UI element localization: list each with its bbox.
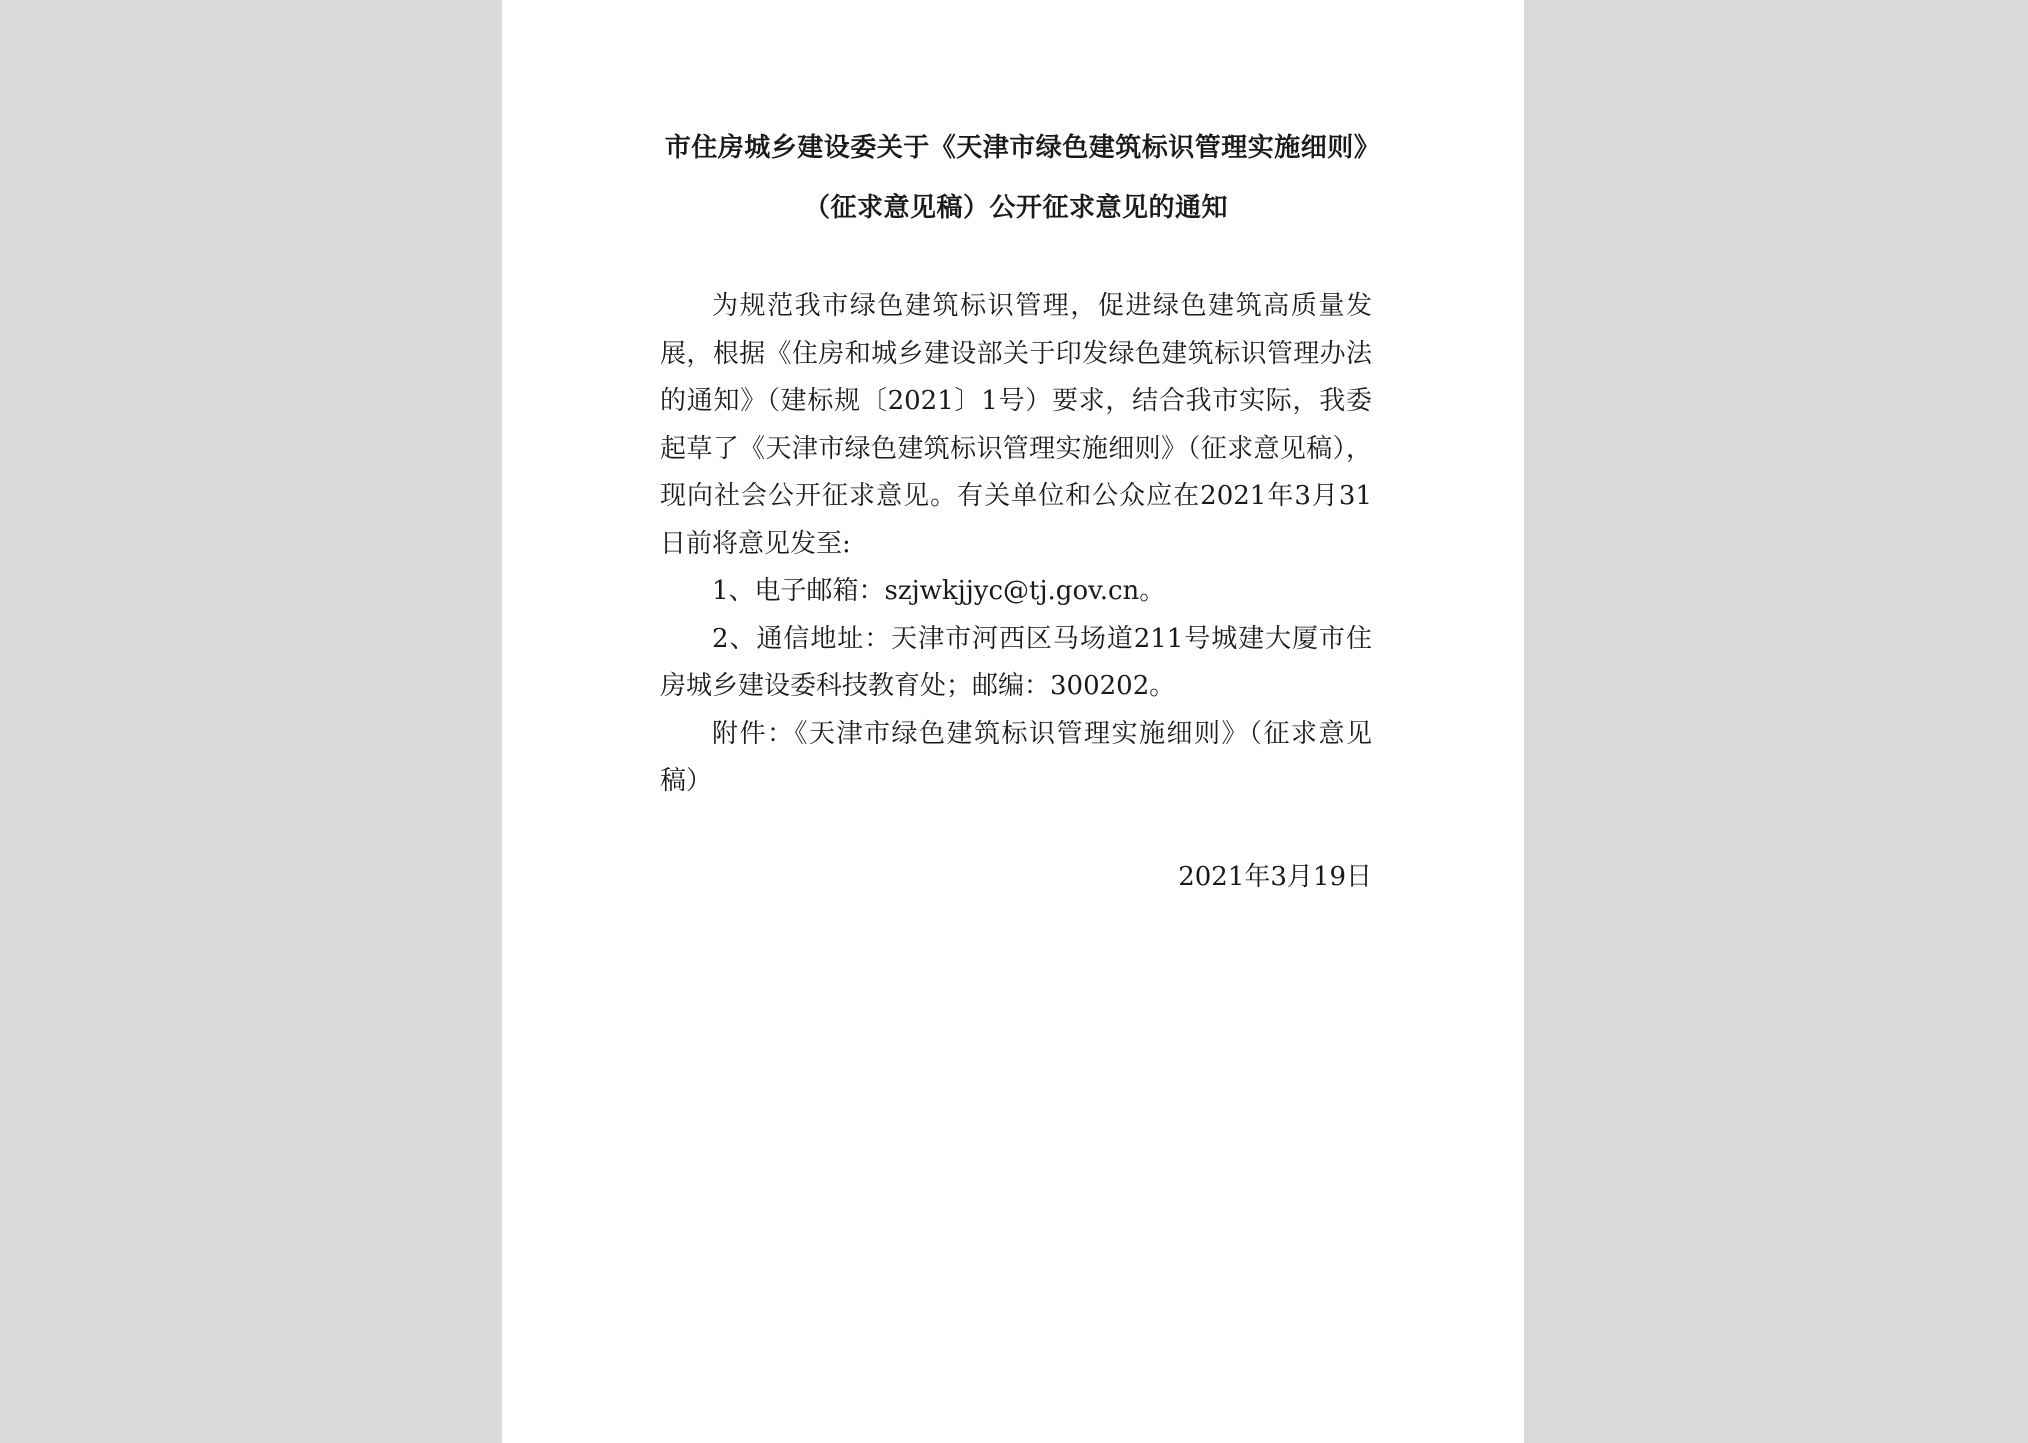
document-title: 市住房城乡建设委关于《天津市绿色建筑标识管理实施细则》（征求意见稿）公开征求意见的通知 <box>664 133 1368 223</box>
address-paragraph: 2、通信地址：天津市河西区马场道211号城建大厦市住房城乡建设委科技教育处；邮编：300202。 <box>660 623 1372 701</box>
attachment-paragraph: 附件：《天津市绿色建筑标识管理实施细则》（征求意见稿） <box>660 718 1372 796</box>
document-body <box>660 283 1372 806</box>
email-paragraph: 1、电子邮箱：szjwkjjyc@tj.gov.cn。 <box>712 576 1166 606</box>
document-content <box>660 118 1372 901</box>
document-page <box>502 0 1524 1443</box>
intro-paragraph: 为规范我市绿色建筑标识管理，促进绿色建筑高质量发展，根据《住房和城乡建设部关于印发绿色建筑标识管理办法的通知》（建标规〔2021〕1号）要求，结合我市实际，我委起草了《天津市绿色建筑标识管理实施细则》（征求意见稿），现向社会公开征求意见。有关单位和公众应在2021年3月31日前将意见发至: <box>660 291 1372 559</box>
document-date: 2021年3月19日 <box>1178 861 1372 892</box>
